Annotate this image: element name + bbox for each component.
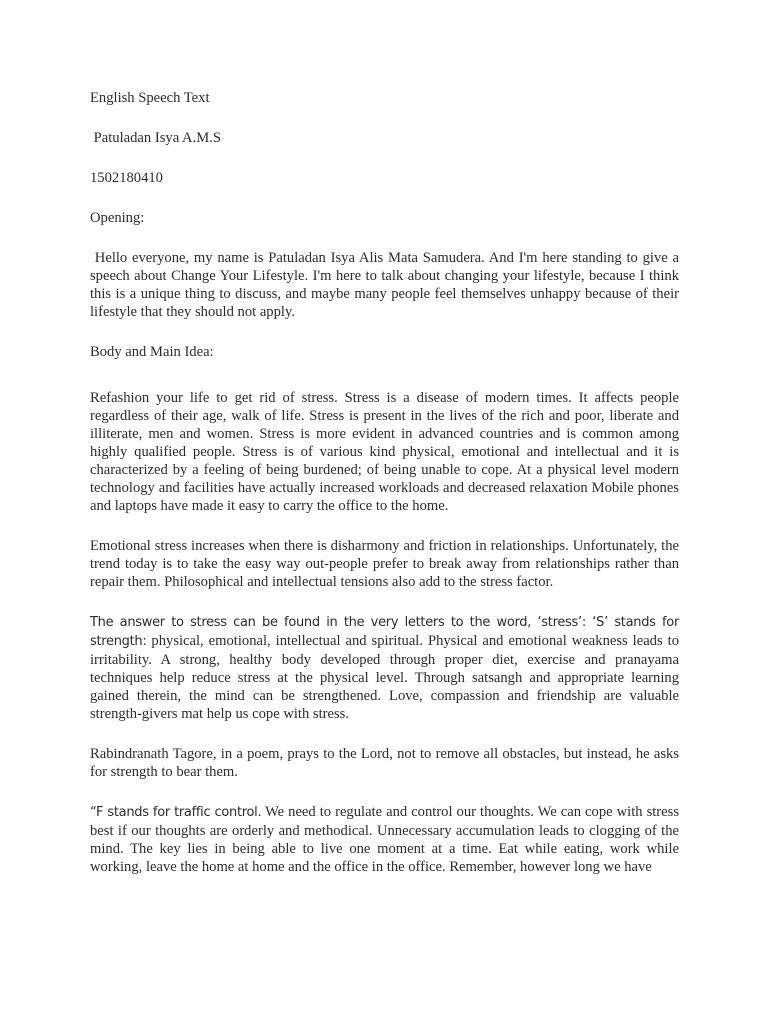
body-paragraph-tagore: Rabindranath Tagore, in a poem, prays to the Lord, not to remove all obstacles, but instead, he asks for strength to bear them.	[90, 746, 679, 780]
body-heading: Body and Main Idea:	[90, 344, 214, 360]
paragraph-lead-text: The answer to stress can be found in the very letters to the word, ‘stress’: ‘S’ stands for strength:	[90, 615, 679, 649]
body-paragraph-s-strength	[90, 613, 679, 723]
paragraph-body-text: We need to regulate and control our thoughts. We can cope with stress best if our thoughts are orderly and methodical. Unnecessary accumulation leads to clogging of the mind. The key lies in being able to live one moment at a time. Eat while eating, work while working, leave the home at home and the office in the office. Remember, however long we have	[90, 804, 680, 875]
document-title: English Speech Text	[90, 90, 210, 106]
author-name: Patuladan Isya A.M.S	[93, 130, 221, 146]
opening-paragraph: Hello everyone, my name is Patuladan Isya Alis Mata Samudera. And I'm here standing to give a speech about Change Your Lifestyle. I'm here to talk about changing your lifestyle, because I think this is a unique thing to discuss, and maybe many people feel themselves unhappy because of their lifestyle that they should not apply.	[90, 250, 679, 320]
paragraph-lead-text: “F stands for traffic control.	[90, 805, 262, 820]
body-paragraph-stress-intro: Refashion your life to get rid of stress. Stress is a disease of modern times. It affects people regardless of their age, walk of life. Stress is present in the lives of the rich and poor, liberate and illiterate, men and women. Stress is more evident in advanced countries and is common among highly qualified people. Stress is of various kind physical, emotional and intellectual and it is characterized by a feeling of being burdened; of being unable to cope. At a physical level modern technology and facilities have actually increased workloads and decreased relaxation Mobile phones and laptops have made it easy to carry the office to the home.	[90, 390, 679, 514]
document-body	[90, 89, 679, 898]
paragraph-body-text: physical, emotional, intellectual and spiritual. Physical and emotional weakness leads to irritability. A strong, healthy body developed through proper diet, exercise and pranayama techniques help reduce stress at the physical level. Through satsangh and appropriate learning gained therein, the mind can be strengthened. Love, compassion and friendship are valuable strength-givers mat help us cope with stress.	[90, 633, 679, 722]
opening-heading: Opening:	[90, 210, 145, 226]
body-paragraph-emotional-stress: Emotional stress increases when there is disharmony and friction in relationships. Unfortunately, the trend today is to take the easy way out-people prefer to break away from relationships rather than repair them. Philosophical and intellectual tensions also add to the stress factor.	[90, 538, 679, 590]
student-id: 1502180410	[90, 170, 163, 186]
body-paragraph-traffic-control	[90, 803, 679, 876]
